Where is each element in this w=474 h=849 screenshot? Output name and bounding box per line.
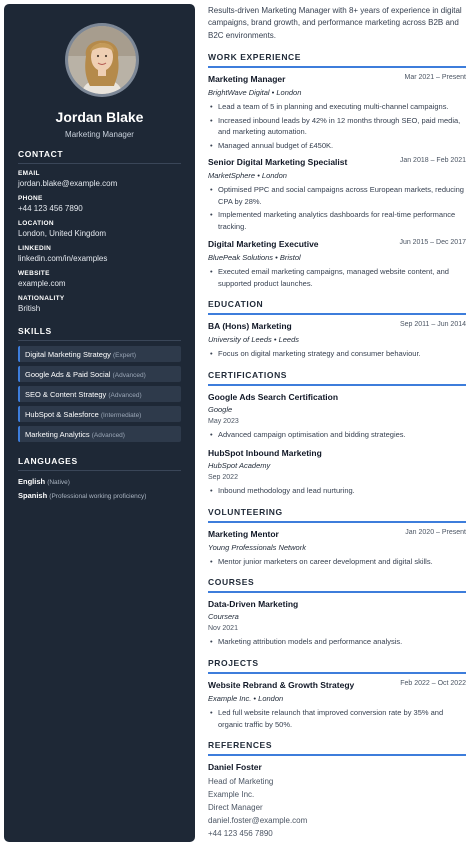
email-value[interactable]: jordan.blake@example.com [18,179,118,188]
job-company: BrightWave Digital • London [208,88,302,97]
email-label: EMAIL [18,170,40,177]
nationality-value: British [18,304,41,313]
language-item [18,477,70,486]
website-value[interactable]: example.com [18,279,66,288]
project-bullets [208,707,466,732]
education-school: University of Leeds • Leeds [208,335,300,344]
certification-bullets [208,485,466,499]
skill-level: (Advanced) [108,392,142,399]
certification-title: HubSpot Inbound Marketing [208,448,322,458]
job-bullets [208,101,466,153]
profile-photo-frame [65,23,139,97]
certification-date: May 2023 [208,418,239,425]
language-name: Spanish [18,491,48,500]
reference-email[interactable]: daniel.foster@example.com [208,816,308,825]
job-company: BluePeak Solutions • Bristol [208,253,301,262]
job-date: Jan 2018 – Feb 2021 [399,157,466,164]
reference-position: Head of Marketing [208,777,274,786]
education-degree: BA (Hons) Marketing [208,321,292,331]
phone-value[interactable]: +44 123 456 7890 [18,204,83,213]
course-title: Data-Driven Marketing [208,599,299,609]
linkedin-value[interactable]: linkedin.com/in/examples [18,254,108,263]
skill-level: (Advanced) [91,432,125,439]
contact-heading: CONTACT [18,149,181,164]
skill-name: Marketing Analytics [25,430,90,439]
volunteering-heading: VOLUNTEERING [208,507,466,523]
candidate-name: Jordan Blake [55,109,144,125]
skill-name: SEO & Content Strategy [25,390,107,399]
skill-item [18,406,181,422]
education-date: Sep 2011 – Jun 2014 [399,321,466,328]
skill-level: (Advanced) [112,372,146,379]
bullet-item: • Managed annual budget of £450K. [208,140,466,152]
skill-level: (Intermediate) [100,412,142,419]
job-bullets [208,266,466,291]
references-heading: REFERENCES [208,740,466,756]
certification-title: Google Ads Search Certification [208,392,339,402]
linkedin-label: LINKEDIN [18,245,52,252]
job-bullets [208,184,466,234]
language-name: English [18,477,46,486]
bullet-item: • Executed email marketing campaigns, managed website content, and supported product launches. [208,266,466,289]
project-org: Example Inc. • London [208,694,284,703]
certifications-heading: CERTIFICATIONS [208,370,466,386]
bullet-item: • Marketing attribution models and performance analysis. [208,636,466,648]
location-value: London, United Kingdom [18,229,107,238]
skill-item [18,426,181,442]
skill-name: Digital Marketing Strategy [25,350,111,359]
bullet-item: • Advanced campaign optimisation and bidding strategies. [208,429,466,441]
profile-summary: Results-driven Marketing Manager with 8+ years of experience in digital campaigns, brand growth, and performance marketing across B2B and B2C environments. [208,6,462,40]
bullet-item: • Focus on digital marketing strategy and consumer behaviour. [208,348,466,360]
bullet-item: • Led full website relaunch that improved conversion rate by 35% and organic traffic by 50%. [208,707,466,730]
volunteering-bullets [208,556,466,570]
job-company: MarketSphere • London [208,171,287,180]
certification-issuer: HubSpot Academy [208,461,271,470]
skill-item [18,346,181,362]
reference-relationship: Direct Manager [208,803,263,812]
bullet-item: • Inbound methodology and lead nurturing. [208,485,466,497]
reference-name: Daniel Foster [208,762,262,772]
bullet-item: • Implemented marketing analytics dashboards for real-time performance tracking. [208,209,466,232]
job-date: Mar 2021 – Present [404,74,466,81]
volunteering-role: Marketing Mentor [208,529,279,539]
job-title: Marketing Manager [208,74,286,84]
bullet-item: • Lead a team of 5 in planning and executing multi-channel campaigns. [208,101,466,113]
project-date: Feb 2022 – Oct 2022 [400,680,466,687]
reference-phone[interactable]: +44 123 456 7890 [208,829,273,838]
project-title: Website Rebrand & Growth Strategy [208,680,355,690]
language-level: (Professional working proficiency) [49,493,147,500]
job-date: Jun 2015 – Dec 2017 [399,239,466,246]
certification-date: Sep 2022 [208,474,238,481]
projects-heading: PROJECTS [208,658,466,674]
skill-name: HubSpot & Salesforce [25,410,99,419]
skills-heading: SKILLS [18,326,181,341]
bullet-item: • Optimised PPC and social campaigns across European markets, reducing CPA by 28%. [208,184,466,207]
bullet-item: • Mentor junior marketers on career development and digital skills. [208,556,466,568]
certification-issuer: Google [208,405,233,414]
language-level: (Native) [47,479,70,486]
job-title: Senior Digital Marketing Specialist [208,157,348,167]
skill-level: (Expert) [112,352,137,359]
languages-heading: LANGUAGES [18,456,181,471]
courses-heading: COURSES [208,577,466,593]
nationality-label: NATIONALITY [18,295,65,302]
course-provider: Coursera [208,612,239,621]
volunteering-date: Jan 2020 – Present [405,529,466,536]
course-bullets [208,636,466,650]
language-item [18,491,146,500]
website-label: WEBSITE [18,270,50,277]
bullet-item: • Increased inbound leads by 42% in 12 months through SEO, paid media, and marketing automation. [208,115,466,138]
phone-label: PHONE [18,195,43,202]
certification-bullets [208,429,466,443]
skill-item [18,386,181,402]
education-bullets [208,348,466,362]
education-heading: EDUCATION [208,299,466,315]
course-date: Nov 2021 [208,625,238,632]
location-label: LOCATION [18,220,54,227]
work-experience-heading: WORK EXPERIENCE [208,52,466,68]
skill-item [18,366,181,382]
profile-photo [68,26,136,94]
job-title: Digital Marketing Executive [208,239,319,249]
reference-company: Example Inc. [208,790,255,799]
candidate-role: Marketing Manager [65,130,134,139]
volunteering-org: Young Professionals Network [208,543,306,552]
skill-name: Google Ads & Paid Social [25,370,111,379]
sidebar [4,4,195,842]
